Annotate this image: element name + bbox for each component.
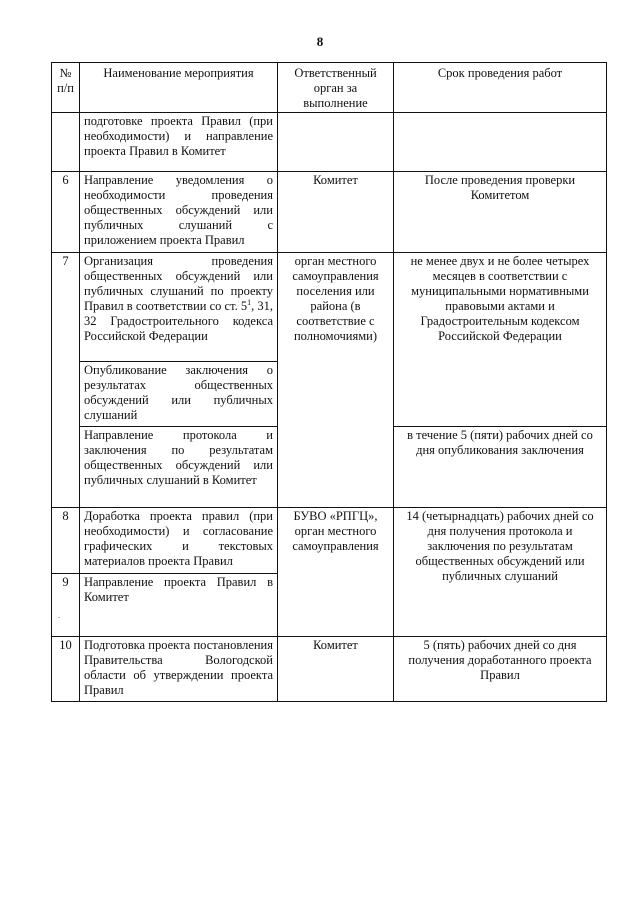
table-header-row	[52, 63, 607, 113]
row-8-deadline: 14 (четырнадцать) рабочих дней со дня получения протокола и заключения по результатам общественных обсуждений или публичных слушаний	[394, 508, 607, 637]
header-activity: Наименование мероприятия	[80, 63, 278, 113]
row-8-num: 8	[52, 508, 80, 574]
row-9-num-text: 9	[62, 575, 69, 589]
row-10-responsible: Комитет	[278, 637, 394, 702]
header-responsible: Ответственный орган за выполнение	[278, 63, 394, 113]
table-row	[52, 172, 607, 253]
row-7-activity-b: Опубликование заключения о результатах общественных обсуждений или публичных слушаний	[80, 362, 278, 427]
row-7-deadline-c: в течение 5 (пяти) рабочих дней со дня опубликования заключения	[394, 427, 607, 508]
row-8-activity: Доработка проекта правил (при необходимости) и согласование графических и текстовых материалов проекта Правил	[80, 508, 278, 574]
row-7-num: 7	[52, 253, 80, 508]
row-7-deadline-ab: не менее двух и не более четырех месяцев в соответствии с муниципальными нормативными правовыми актами и Градостроительным кодексом Российской Федерации	[394, 253, 607, 427]
row-9-mark: .	[58, 610, 61, 620]
row-7-activity-a	[80, 253, 278, 362]
row-10-activity: Подготовка проекта постановления Правительства Вологодской области об утверждении проекта Правил	[80, 637, 278, 702]
row-7-activity-a-text: Организация проведения общественных обсуждений или публичных слушаний по проекту Правил в соответствии со ст. 5	[84, 254, 273, 313]
header-deadline: Срок проведения работ	[394, 63, 607, 113]
row-6-responsible: Комитет	[278, 172, 394, 253]
row-6-deadline: После проведения проверки Комитетом	[394, 172, 607, 253]
row-8-responsible: БУВО «РПГЦ», орган местного самоуправления	[278, 508, 394, 637]
row-7-responsible: орган местного самоуправления поселения или района (в соответствие с полномочиями)	[278, 253, 394, 508]
activities-table	[51, 62, 607, 702]
table-row	[52, 637, 607, 702]
row-9-activity: Направление проекта Правил в Комитет	[80, 574, 278, 637]
row-7-activity-a-rest: , 31, 32 Градостроительного кодекса Российской Федерации	[84, 299, 273, 343]
table-row	[52, 253, 607, 362]
row-6-activity: Направление уведомления о необходимости проведения общественных обсуждений или публичных слушаний с приложением проекта Правил	[80, 172, 278, 253]
page-number: 8	[316, 34, 324, 49]
row-7-article-superscript: 1	[247, 297, 252, 307]
row-7-activity-c: Направление протокола и заключения по результатам общественных обсуждений или публичных слушаний в Комитет	[80, 427, 278, 508]
table-row	[52, 508, 607, 574]
row-6-num: 6	[52, 172, 80, 253]
row-continued-activity: подготовке проекта Правил (при необходимости) и направление проекта Правил в Комитет	[80, 113, 278, 172]
header-num: № п/п	[52, 63, 80, 113]
row-10-num: 10	[52, 637, 80, 702]
row-9-num	[52, 574, 80, 637]
table-row	[52, 113, 607, 172]
row-10-deadline: 5 (пять) рабочих дней со дня получения доработанного проекта Правил	[394, 637, 607, 702]
